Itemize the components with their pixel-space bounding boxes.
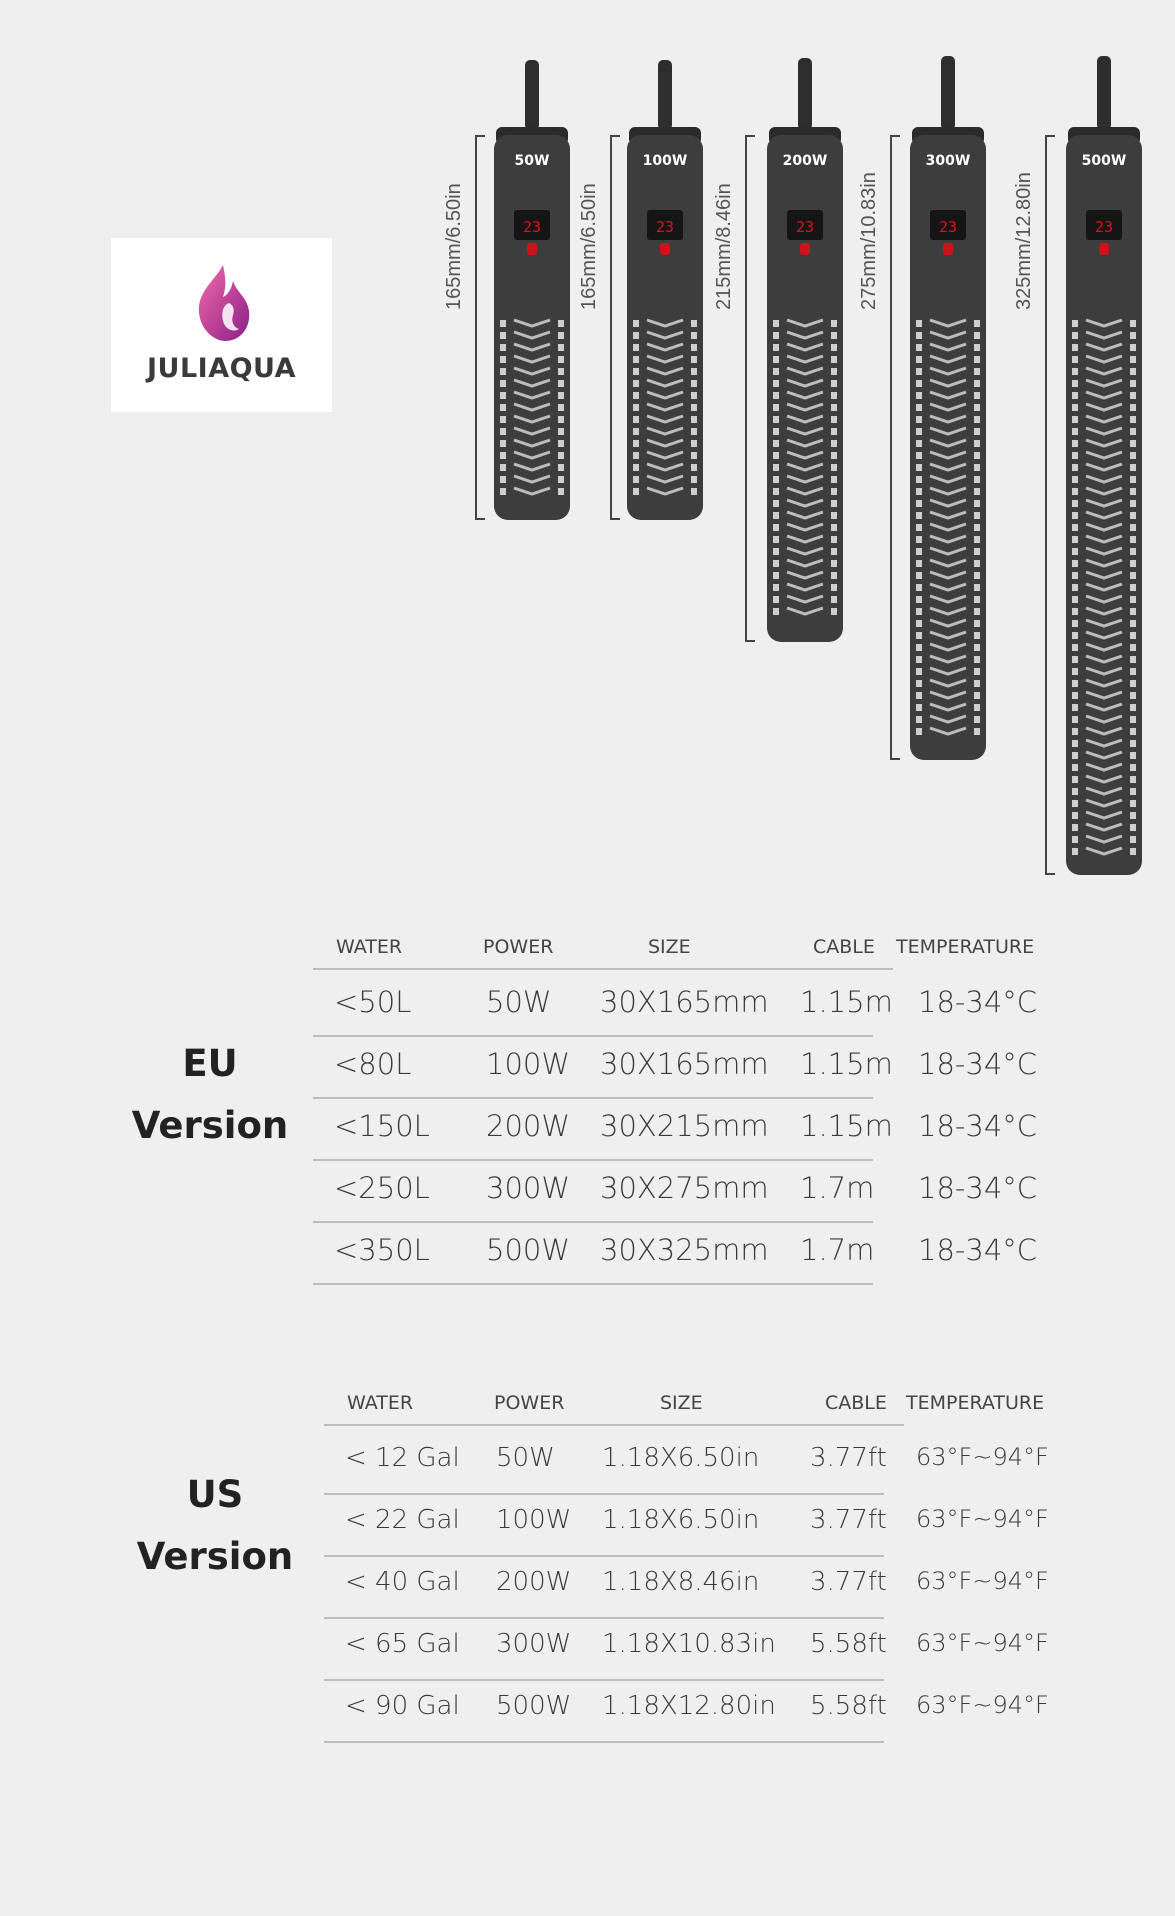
svg-text:23: 23 [655,218,675,236]
length-dimension-bracket [745,135,747,642]
table-cell: 5.58ft [810,1691,887,1721]
adjust-knob [660,243,670,255]
table-cell: 63°F~94°F [916,1629,1049,1657]
column-header: SIZE [660,1392,703,1414]
table-cell: 50W [496,1443,555,1473]
table-cell: <350L [334,1233,430,1267]
table-cell: 1.18X10.83in [602,1629,776,1659]
length-dimension-label: 325mm/12.80in [1013,172,1035,310]
flame-face-logo-icon [193,263,253,343]
table-cell: 63°F~94°F [916,1443,1049,1471]
table-cell: 1.15m [800,985,893,1019]
table-cell: 500W [496,1691,572,1721]
table-cell: 3.77ft [810,1567,887,1597]
heater-1 [492,60,572,520]
brand-name: JULIAQUA [146,353,297,384]
table-cell: 30X275mm [600,1171,769,1205]
heater-power-label: 300W [925,153,971,169]
table-cell: < 90 Gal [345,1691,460,1721]
table-cell: 200W [496,1567,572,1597]
heater-5 [1064,56,1144,875]
heater-power-label: 500W [1081,153,1127,169]
us-title-line2: Version [136,1535,294,1578]
table-cell: 100W [496,1505,572,1535]
table-cell: 1.7m [800,1171,875,1205]
column-header: WATER [347,1392,414,1414]
table-cell: 18-34°C [918,985,1038,1019]
row-divider [313,1097,873,1099]
table-cell: < 12 Gal [345,1443,460,1473]
power-cable [798,58,812,130]
svg-text:23: 23 [522,218,542,236]
table-cell: 100W [486,1047,571,1081]
table-cell: <80L [334,1047,412,1081]
column-header: POWER [483,936,554,958]
table-cell: 5.58ft [810,1629,887,1659]
heater-2 [625,60,705,520]
power-cable [525,60,539,130]
length-dimension-bracket [890,135,892,760]
table-cell: 500W [486,1233,571,1267]
length-dimension-bracket [475,135,477,520]
length-dimension-bracket [610,135,612,520]
table-cell: <50L [334,985,412,1019]
table-cell: 1.18X12.80in [602,1691,776,1721]
column-header: WATER [336,936,403,958]
column-header: CABLE [813,936,875,958]
table-cell: 30X215mm [600,1109,769,1143]
table-cell: 300W [496,1629,572,1659]
adjust-knob [800,243,810,255]
svg-text:23: 23 [795,218,815,236]
heater-3 [765,58,845,642]
table-cell: 1.15m [800,1047,893,1081]
row-divider [313,1221,873,1223]
column-header: SIZE [648,936,691,958]
table-cell: 30X325mm [600,1233,769,1267]
row-divider [324,1679,884,1681]
us-title-line1: US [186,1473,244,1516]
table-cell: < 65 Gal [345,1629,460,1659]
eu-version-title [120,1033,300,1157]
column-header: TEMPERATURE [896,936,1035,958]
heater-power-label: 200W [782,153,828,169]
length-dimension-label: 165mm/6.50in [443,183,465,310]
brand-logo [111,238,332,412]
adjust-knob [943,243,953,255]
table-cell: < 22 Gal [345,1505,460,1535]
row-divider [313,1283,873,1285]
length-dimension-label: 165mm/6.50in [578,183,600,310]
adjust-knob [527,243,537,255]
table-cell: 18-34°C [918,1171,1038,1205]
table-cell: 1.7m [800,1233,875,1267]
power-cable [941,56,955,130]
table-cell: 63°F~94°F [916,1505,1049,1533]
table-cell: 1.18X6.50in [602,1443,760,1473]
row-divider [324,1493,884,1495]
table-cell: < 40 Gal [345,1567,460,1597]
heater-power-label: 50W [514,153,550,169]
row-divider [313,1035,873,1037]
table-cell: 18-34°C [918,1047,1038,1081]
table-cell: 30X165mm [600,985,769,1019]
header-divider [324,1424,904,1426]
table-cell: 1.18X6.50in [602,1505,760,1535]
table-cell: 18-34°C [918,1109,1038,1143]
column-header: POWER [494,1392,565,1414]
table-cell: 63°F~94°F [916,1691,1049,1719]
table-cell: 300W [486,1171,571,1205]
table-cell: 3.77ft [810,1443,887,1473]
table-cell: <150L [334,1109,430,1143]
eu-title-line1: EU [182,1042,238,1085]
heater-4 [908,56,988,760]
length-dimension-label: 275mm/10.83in [858,172,880,310]
svg-text:23: 23 [938,218,958,236]
row-divider [324,1741,884,1743]
eu-title-line2: Version [131,1104,289,1147]
table-cell: 200W [486,1109,571,1143]
row-divider [324,1617,884,1619]
length-dimension-label: 215mm/8.46in [713,183,735,310]
us-version-title [130,1464,300,1588]
row-divider [313,1159,873,1161]
heater-power-label: 100W [642,153,688,169]
table-cell: 30X165mm [600,1047,769,1081]
table-cell: <250L [334,1171,430,1205]
power-cable [658,60,672,130]
table-cell: 1.15m [800,1109,893,1143]
table-cell: 63°F~94°F [916,1567,1049,1595]
svg-text:23: 23 [1094,218,1114,236]
table-cell: 18-34°C [918,1233,1038,1267]
adjust-knob [1099,243,1109,255]
length-dimension-bracket [1045,135,1047,875]
table-cell: 3.77ft [810,1505,887,1535]
column-header: TEMPERATURE [906,1392,1045,1414]
table-cell: 1.18X8.46in [602,1567,760,1597]
row-divider [324,1555,884,1557]
column-header: CABLE [825,1392,887,1414]
header-divider [313,968,893,970]
table-cell: 50W [486,985,552,1019]
power-cable [1097,56,1111,130]
